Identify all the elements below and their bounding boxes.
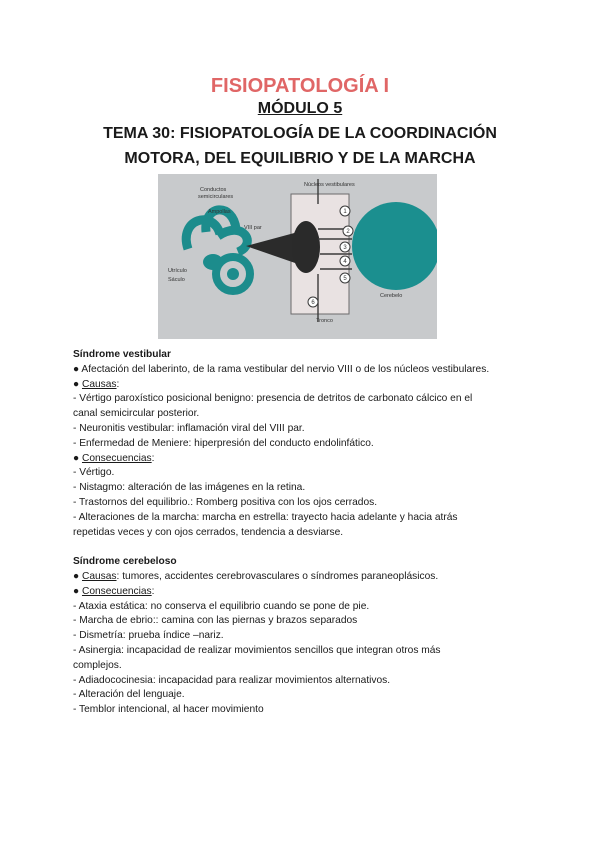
cerebeloso-consequence-line: - Marcha de ebrio:: camina con las piernas y brazos separados — [73, 615, 358, 627]
consequences-label: Consecuencias — [81, 585, 152, 597]
vestibular-intro: ● Afectación del laberinto, de la rama vestibular del nervio VIII o de los núcleos vestibulares. — [73, 363, 490, 375]
cerebeloso-consequence-line: - Alteración del lenguaje. — [73, 689, 185, 701]
cochlea-core — [227, 268, 239, 280]
label-cerebelo: Cerebelo — [380, 293, 403, 299]
colon: : — [116, 378, 120, 390]
vestibular-causes-heading — [73, 378, 543, 393]
causes-label: Causas — [81, 570, 117, 582]
label-saculo: Sáculo — [168, 277, 185, 283]
cerebeloso-consequences-heading — [73, 585, 543, 600]
topic-title-line-1: TEMA 30: FISIOPATOLOGÍA DE LA COORDINACIÓN — [103, 125, 497, 142]
cerebeloso-causes — [73, 570, 543, 585]
topic-title-line-2: MOTORA, DEL EQUILIBRIO Y DE LA MARCHA — [124, 150, 476, 167]
marker-1: 1 — [343, 209, 347, 215]
consequences-label: Consecuencias — [81, 452, 152, 464]
vestibular-cause-line: - Enfermedad de Meniere: hiperpresión del conducto endolinfático. — [73, 437, 374, 449]
marker-6: 6 — [311, 300, 315, 306]
topic-title — [40, 121, 560, 171]
cerebeloso-consequence-line: - Temblor intencional, al hacer movimiento — [73, 704, 264, 716]
cerebeloso-consequence-line: - Asinergia: incapacidad de realizar movimientos sencillos que integran otros más — [73, 644, 441, 656]
label-semicirculares: semicirculares — [198, 194, 234, 200]
colon: : — [151, 452, 155, 464]
label-nucleos: Núcleos vestibulares — [304, 182, 355, 188]
vestibular-pathway-figure — [158, 174, 437, 339]
bullet: ● — [73, 452, 82, 464]
cerebeloso-consequence-line: - Adiadococinesia: incapacidad para realizar movimientos alternativos. — [73, 674, 391, 686]
colon: : — [151, 585, 155, 597]
bullet: ● — [73, 378, 82, 390]
bullet: ● — [73, 570, 82, 582]
vestibular-consequence-line: - Nistagmo: alteración de las imágenes en la retina. — [73, 482, 306, 494]
section-heading-cerebeloso: Síndrome cerebeloso — [73, 556, 177, 568]
causes-label: Causas — [81, 378, 117, 390]
document-body — [73, 348, 543, 718]
vestibular-cause-line: - Vértigo paroxístico posicional benigno: presencia de detritos de carbonato cálcico en el — [73, 393, 473, 405]
bullet: ● — [73, 585, 82, 597]
vestibular-nuclei-shape — [292, 221, 320, 273]
vestibular-diagram — [158, 174, 437, 339]
section-spacer — [73, 540, 543, 555]
vestibular-cause-line: canal semicircular posterior. — [73, 408, 200, 420]
label-conductos: Conductos — [200, 187, 227, 193]
label-utriculo: Utrículo — [168, 268, 187, 274]
label-tronco: Tronco — [316, 318, 333, 324]
vestibular-consequence-line: - Trastornos del equilibrio.: Romberg positiva con los ojos cerrados. — [73, 496, 378, 508]
vestibular-consequences-heading — [73, 452, 543, 467]
vestibular-consequence-line: repetidas veces y con ojos cerrados, tendencia a desviarse. — [73, 526, 344, 538]
marker-5: 5 — [343, 276, 347, 282]
vestibular-consequence-line: - Alteraciones de la marcha: marcha en estrella: trayecto hacia adelante y hacia atrás — [73, 511, 458, 523]
vestibular-consequence-line: - Vértigo. — [73, 467, 115, 479]
cerebeloso-consequence-line: complejos. — [73, 659, 122, 671]
marker-2: 2 — [346, 229, 350, 235]
vestibular-cause-line: - Neuronitis vestibular: inflamación viral del VIII par. — [73, 422, 305, 434]
label-viii-par: VIII par — [244, 225, 262, 231]
cerebellum-shape — [352, 202, 437, 290]
marker-4: 4 — [343, 259, 347, 265]
causes-text: : tumores, accidentes cerebrovasculares o síndromes paraneoplásicos. — [116, 570, 439, 582]
marker-3: 3 — [343, 245, 347, 251]
cerebeloso-consequence-line: - Ataxia estática: no conserva el equilibrio cuando se pone de pie. — [73, 600, 370, 612]
module-title: MÓDULO 5 — [257, 100, 343, 117]
label-ampollas: Ampollas — [208, 209, 231, 215]
cerebeloso-consequence-line: - Dismetría: prueba índice –nariz. — [73, 630, 224, 642]
document-title: FISIOPATOLOGÍA I — [210, 75, 390, 97]
section-heading-vestibular: Síndrome vestibular — [73, 349, 171, 360]
